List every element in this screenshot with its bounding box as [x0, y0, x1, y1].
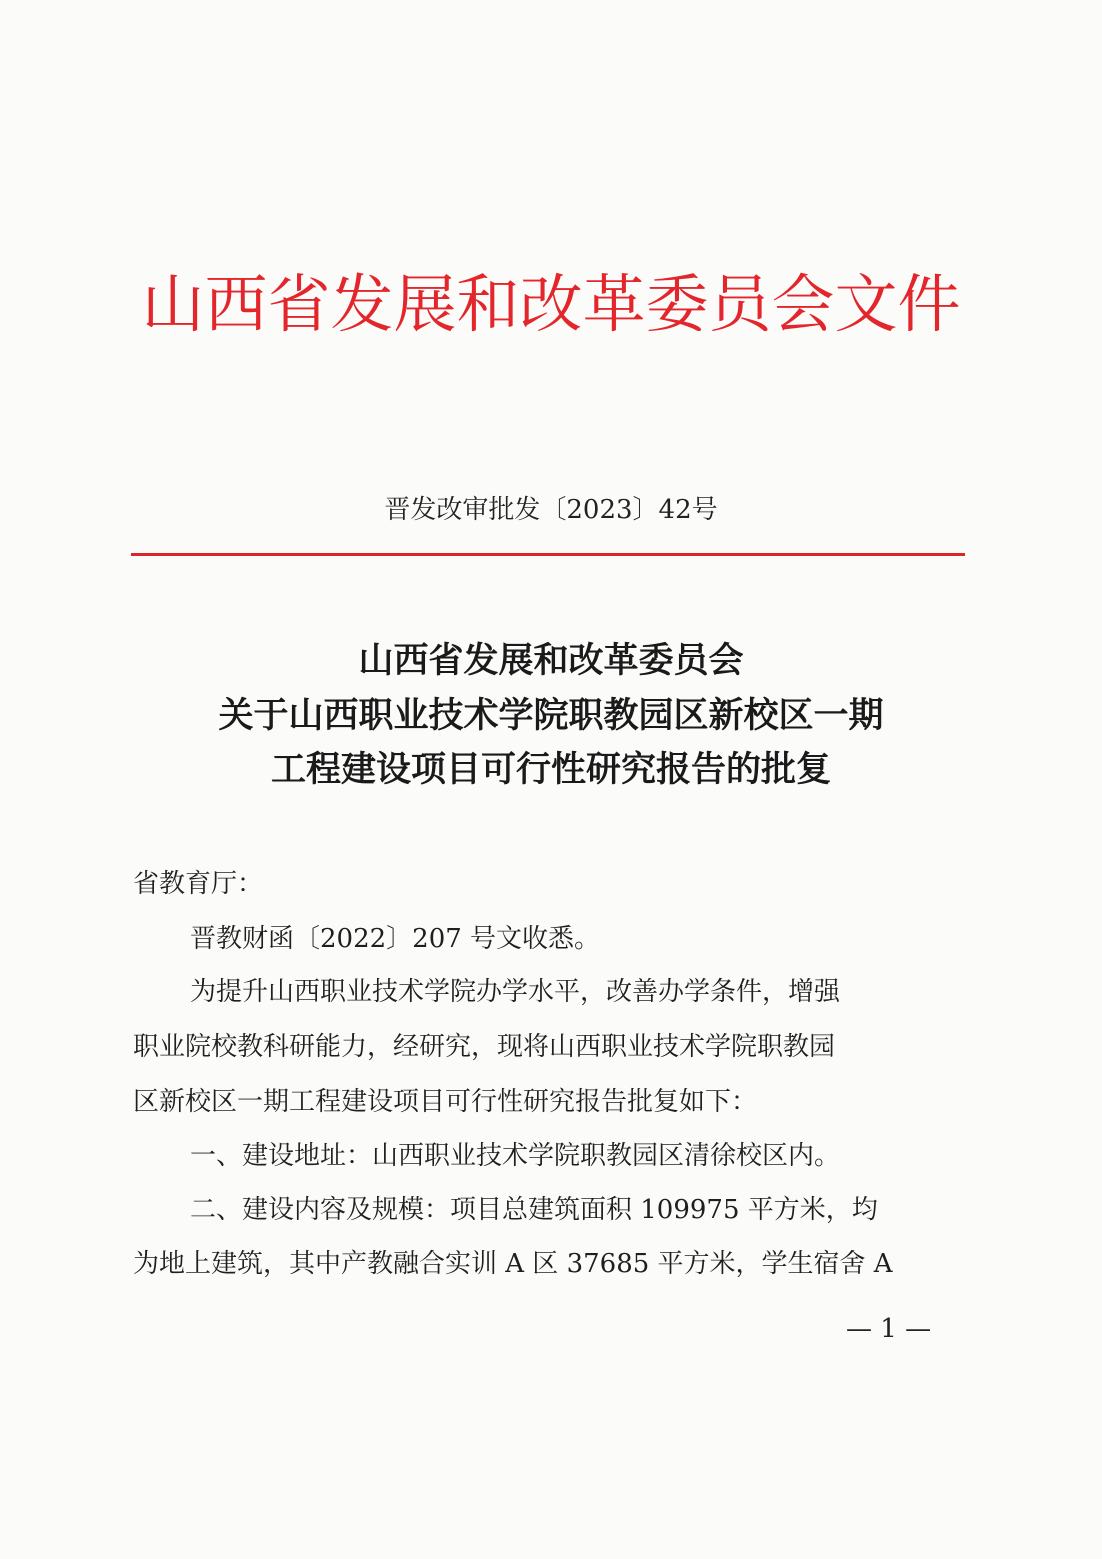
- paragraph-purpose-line-1: 为提升山西职业技术学院办学水平，改善办学条件，增强: [190, 977, 841, 1007]
- red-divider-line: [131, 553, 965, 556]
- document-number: 晋发改审批发〔2023〕42号: [384, 495, 718, 525]
- heading-line-1: 山西省发展和改革委员会: [358, 641, 744, 681]
- salutation: 省教育厅：: [133, 869, 264, 899]
- page-number: — 1 —: [846, 1314, 932, 1344]
- paragraph-purpose-line-2: 职业院校教科研能力，经研究，现将山西职业技术学院职教园: [133, 1032, 836, 1062]
- paragraph-scope-line-2: 为地上建筑，其中产教融合实训 A 区 37685 平方米，学生宿舍 A: [133, 1249, 893, 1279]
- paragraph-address: 一、建设地址：山西职业技术学院职教园区清徐校区内。: [190, 1141, 841, 1171]
- document-header-title: 山西省发展和改革委员会文件: [141, 268, 961, 341]
- paragraph-purpose-line-3: 区新校区一期工程建设项目可行性研究报告批复如下：: [133, 1087, 758, 1117]
- paragraph-receipt: 晋教财函〔2022〕207 号文收悉。: [190, 924, 601, 954]
- heading-line-3: 工程建设项目可行性研究报告的批复: [270, 750, 831, 790]
- heading-line-2: 关于山西职业技术学院职教园区新校区一期: [218, 696, 884, 736]
- paragraph-scope-line-1: 二、建设内容及规模：项目总建筑面积 109975 平方米，均: [190, 1195, 878, 1225]
